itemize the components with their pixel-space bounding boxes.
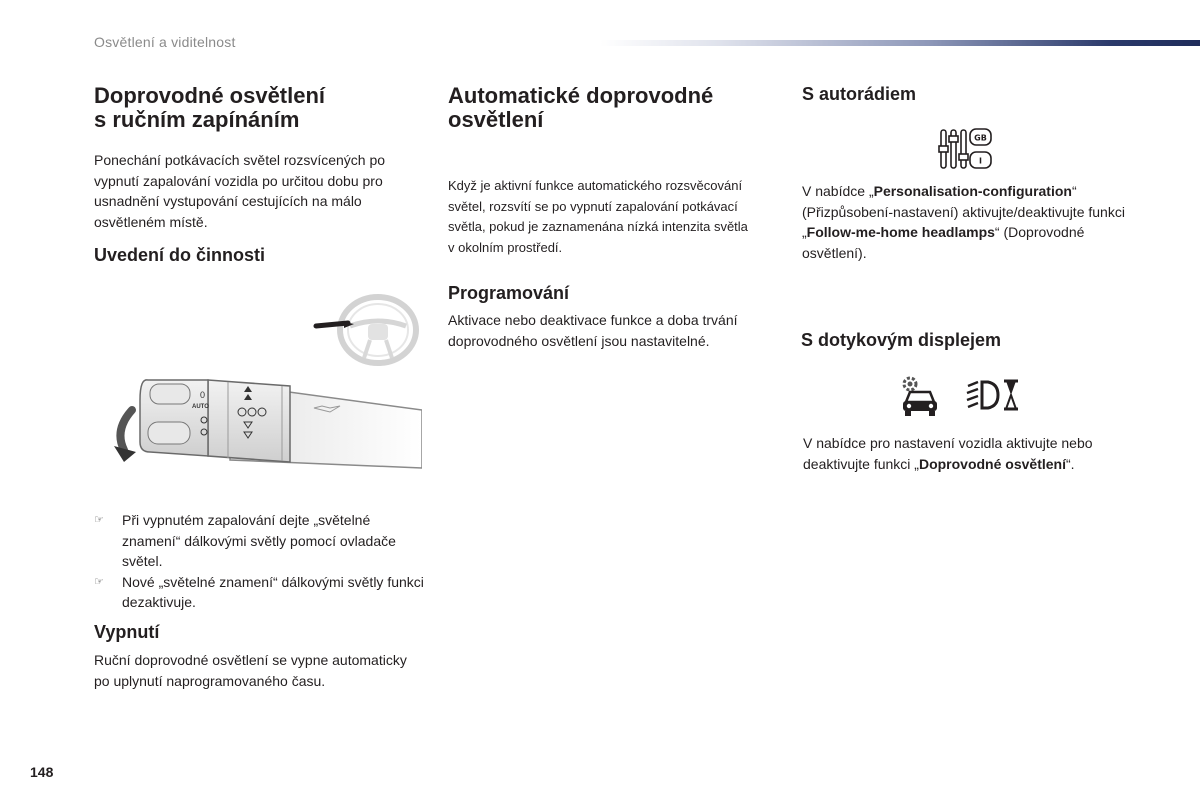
auto-intro: Když je aktivní funkce automatického rozsvěcování světel, rozsvítí se po vypnutí zapalování potkávací světla, pokud je zaznamenána nízká intenzita světla v okolním prostředí. bbox=[448, 178, 748, 255]
section-title-auto-line1: Automatické doprovodné bbox=[448, 83, 714, 108]
radio-icon-label-bottom: I bbox=[979, 156, 982, 166]
list-item bbox=[94, 572, 424, 613]
touchscreen-text-part: V nabídce pro nastavení vozidla aktivujte nebo deaktivujte funkci „ bbox=[803, 435, 1093, 472]
section-title-manual-line1: Doprovodné osvětlení bbox=[94, 83, 326, 108]
stalk-label-off: 0 bbox=[200, 390, 206, 400]
car-settings-icon bbox=[896, 374, 942, 418]
section-title-manual-line2: s ručním zapínáním bbox=[94, 107, 300, 132]
manual-intro: Ponechání potkávacích světel rozsvícených po vypnutí zapalování vozidla po určitou dobu pro usnadnění vystupování cestujících na málo osvětleném místě. bbox=[94, 152, 386, 230]
light-stalk-illustration bbox=[110, 370, 422, 470]
programming-heading: Programování bbox=[448, 283, 570, 303]
activation-heading: Uvedení do činnosti bbox=[94, 245, 266, 265]
pointing-hand-icon: ☞ bbox=[94, 575, 104, 588]
steering-wheel-illustration bbox=[310, 290, 420, 370]
radio-settings-icon bbox=[938, 126, 994, 172]
header-gradient-bar bbox=[600, 40, 1200, 46]
touchscreen-text-part: “. bbox=[1065, 455, 1075, 472]
function-name-doprovodne: Doprovodné osvětlení bbox=[918, 455, 1066, 472]
section-title-auto-line2: osvětlení bbox=[448, 107, 544, 132]
page-number: 148 bbox=[30, 764, 54, 780]
bullet-text: Při vypnutém zapalování dejte „světelné znamení“ dálkovými světly pomocí ovladače světel. bbox=[122, 512, 396, 569]
off-heading: Vypnutí bbox=[94, 622, 160, 642]
list-item bbox=[94, 510, 424, 572]
chapter-title: Osvětlení a viditelnost bbox=[94, 34, 236, 50]
section-title-auto bbox=[448, 84, 713, 132]
headlamp-timer-icon bbox=[964, 378, 1022, 412]
off-text: Ruční doprovodné osvětlení se vypne automaticky po uplynutí naprogramovaného času. bbox=[94, 652, 407, 689]
section-title-manual bbox=[94, 84, 325, 132]
programming-text: Aktivace nebo deaktivace funkce a doba trvání doprovodného osvětlení jsou nastavitelné. bbox=[448, 312, 738, 349]
stalk-label-auto: AUTO bbox=[192, 404, 209, 410]
activation-steps bbox=[94, 510, 424, 613]
radio-text-part: V nabídce „ bbox=[802, 183, 874, 199]
menu-name-personalisation: Personalisation-configuration bbox=[873, 183, 1072, 199]
pointing-hand-icon: ☞ bbox=[94, 514, 104, 526]
touchscreen-text bbox=[803, 433, 1143, 474]
radio-icon-label-top: GB bbox=[974, 133, 987, 143]
bullet-text: Nové „světelné znamení“ dálkovými světly funkci dezaktivuje. bbox=[122, 573, 424, 610]
radio-text-part: “ (Doprovodné osvětlení). bbox=[802, 224, 1085, 261]
touchscreen-heading: S dotykovým displejem bbox=[801, 330, 1002, 350]
radio-heading: S autorádiem bbox=[802, 84, 917, 104]
radio-text bbox=[802, 181, 1132, 263]
radio-text-part: “ (Přizpůsobení-nastavení) aktivujte/deaktivujte funkci „ bbox=[802, 183, 1125, 240]
function-name-follow-me-home: Follow-me-home headlamps bbox=[806, 224, 995, 240]
